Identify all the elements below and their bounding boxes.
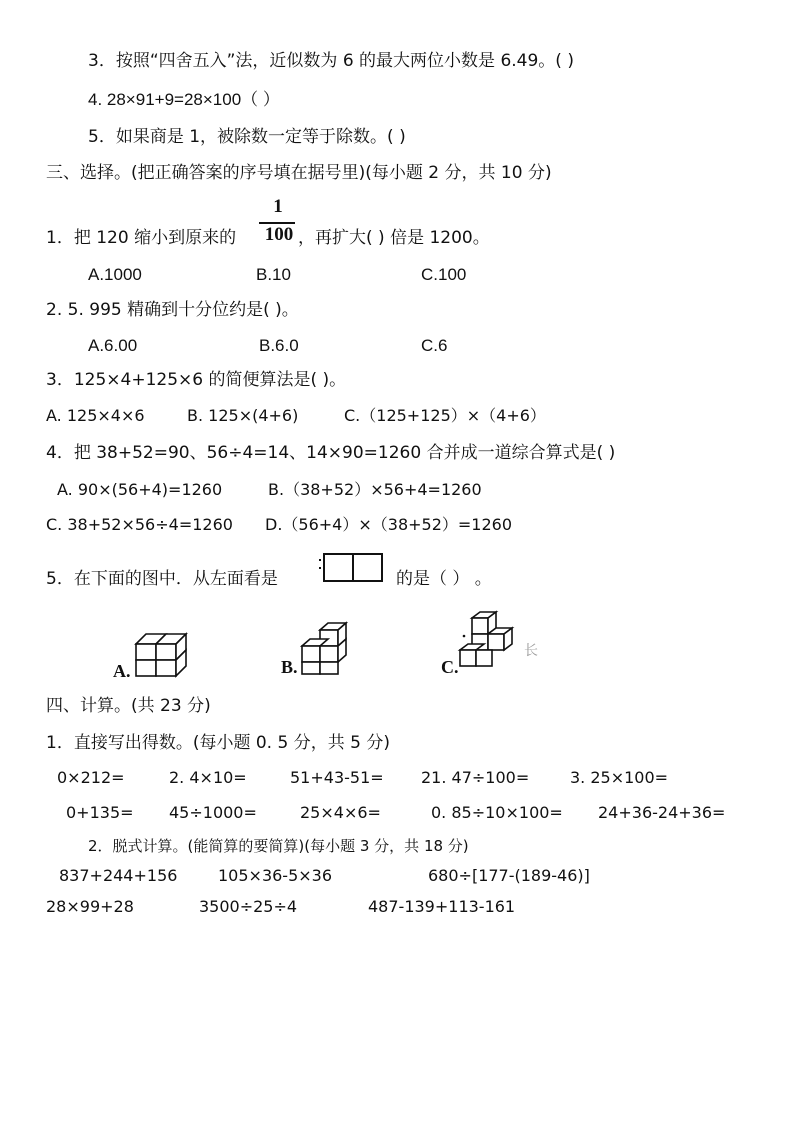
choice-q4-option-c: C. 38+52×56÷4=1260: [46, 515, 233, 534]
cube-figure-a: [128, 630, 190, 678]
calc-sub2-heading: 2．脱式计算。(能简算的要简算)(每小题 3 分，共 18 分): [88, 837, 469, 855]
calc-row1-item: 3. 25×100=: [570, 768, 669, 787]
calc-row1-item: 51+43-51=: [290, 768, 384, 787]
calc-row4-item: 3500÷25÷4: [199, 897, 298, 916]
calc-row2-item: 24+36-24+36=: [598, 803, 726, 822]
calc-row3-item: 680÷[177-(189-46)]: [428, 866, 590, 885]
calc-sub1-heading: 1．直接写出得数。(每小题 0. 5 分，共 5 分): [46, 733, 390, 753]
choice-q4-option-d: D.（56+4）×（38+52）=1260: [265, 515, 513, 534]
choice-q2-option-a: A.6.00: [88, 336, 138, 355]
two-squares-view-figure: [318, 550, 386, 584]
judge-q3: 3．按照“四舍五入”法，近似数为 6 的最大两位小数是 6.49。( ): [88, 51, 574, 71]
figure-label-c: C.: [441, 657, 459, 677]
calc-row3-item: 837+244+156: [59, 866, 178, 885]
fraction-denominator: 100: [264, 224, 294, 245]
calc-row1-item: 21. 47÷100=: [421, 768, 530, 787]
calc-row2-item: 0+135=: [66, 803, 134, 822]
cube-figure-b: [298, 620, 354, 676]
calc-row1-item: 2. 4×10=: [169, 768, 247, 787]
choice-q1-post: ，再扩大( ) 倍是 1200。: [298, 228, 490, 248]
judge-q4: 4. 28×91+9=28×100（ ）: [88, 90, 280, 109]
calc-row4-item: 28×99+28: [46, 897, 134, 916]
choice-q3-option-a: A. 125×4×6: [46, 406, 145, 425]
judge-q5: 5．如果商是 1，被除数一定等于除数。( ): [88, 127, 406, 147]
calc-row3-item: 105×36-5×36: [218, 866, 333, 885]
choice-q2: 2. 5. 995 精确到十分位约是( )。: [46, 300, 299, 320]
choice-q1-option-b: B.10: [256, 265, 291, 284]
figure-label-b: B.: [281, 657, 298, 677]
calc-row1-item: 0×212=: [57, 768, 125, 787]
choice-q3-option-b: B. 125×(4+6): [187, 406, 299, 425]
choice-q5-post: 的是（ ） 。: [396, 569, 492, 589]
choice-q1-pre: 1．把 120 缩小到原来的: [46, 228, 237, 248]
choice-q1-option-c: C.100: [421, 265, 467, 284]
calc-row2-item: 45÷1000=: [169, 803, 257, 822]
choice-q3-option-c: C.（125+125）×（4+6）: [344, 406, 546, 425]
faint-stamp-mark: 长: [524, 643, 538, 659]
calc-row2-item: 0. 85÷10×100=: [431, 803, 563, 822]
section-calc-heading: 四、计算。(共 23 分): [46, 696, 211, 716]
choice-q4-option-b: B.（38+52）×56+4=1260: [268, 480, 482, 499]
choice-q2-option-b: B.6.0: [259, 336, 299, 355]
choice-q4: 4．把 38+52=90、56÷4=14、14×90=1260 合并成一道综合算式是( ): [46, 443, 616, 463]
choice-q1-option-a: A.1000: [88, 265, 142, 284]
choice-q3: 3．125×4+125×6 的简便算法是( )。: [46, 370, 347, 390]
section-choice-heading: 三、选择。(把正确答案的序号填在据号里)(每小题 2 分，共 10 分): [46, 163, 552, 183]
choice-q5-pre: 5．在下面的图中．从左面看是: [46, 569, 278, 589]
cube-figure-c: [456, 610, 522, 672]
calc-row4-item: 487-139+113-161: [368, 897, 516, 916]
calc-row2-item: 25×4×6=: [300, 803, 381, 822]
choice-q2-option-c: C.6: [421, 336, 448, 355]
choice-q4-option-a: A. 90×(56+4)=1260: [57, 480, 223, 499]
fraction-numerator: 1: [273, 196, 283, 217]
figure-label-a: A.: [113, 661, 131, 681]
